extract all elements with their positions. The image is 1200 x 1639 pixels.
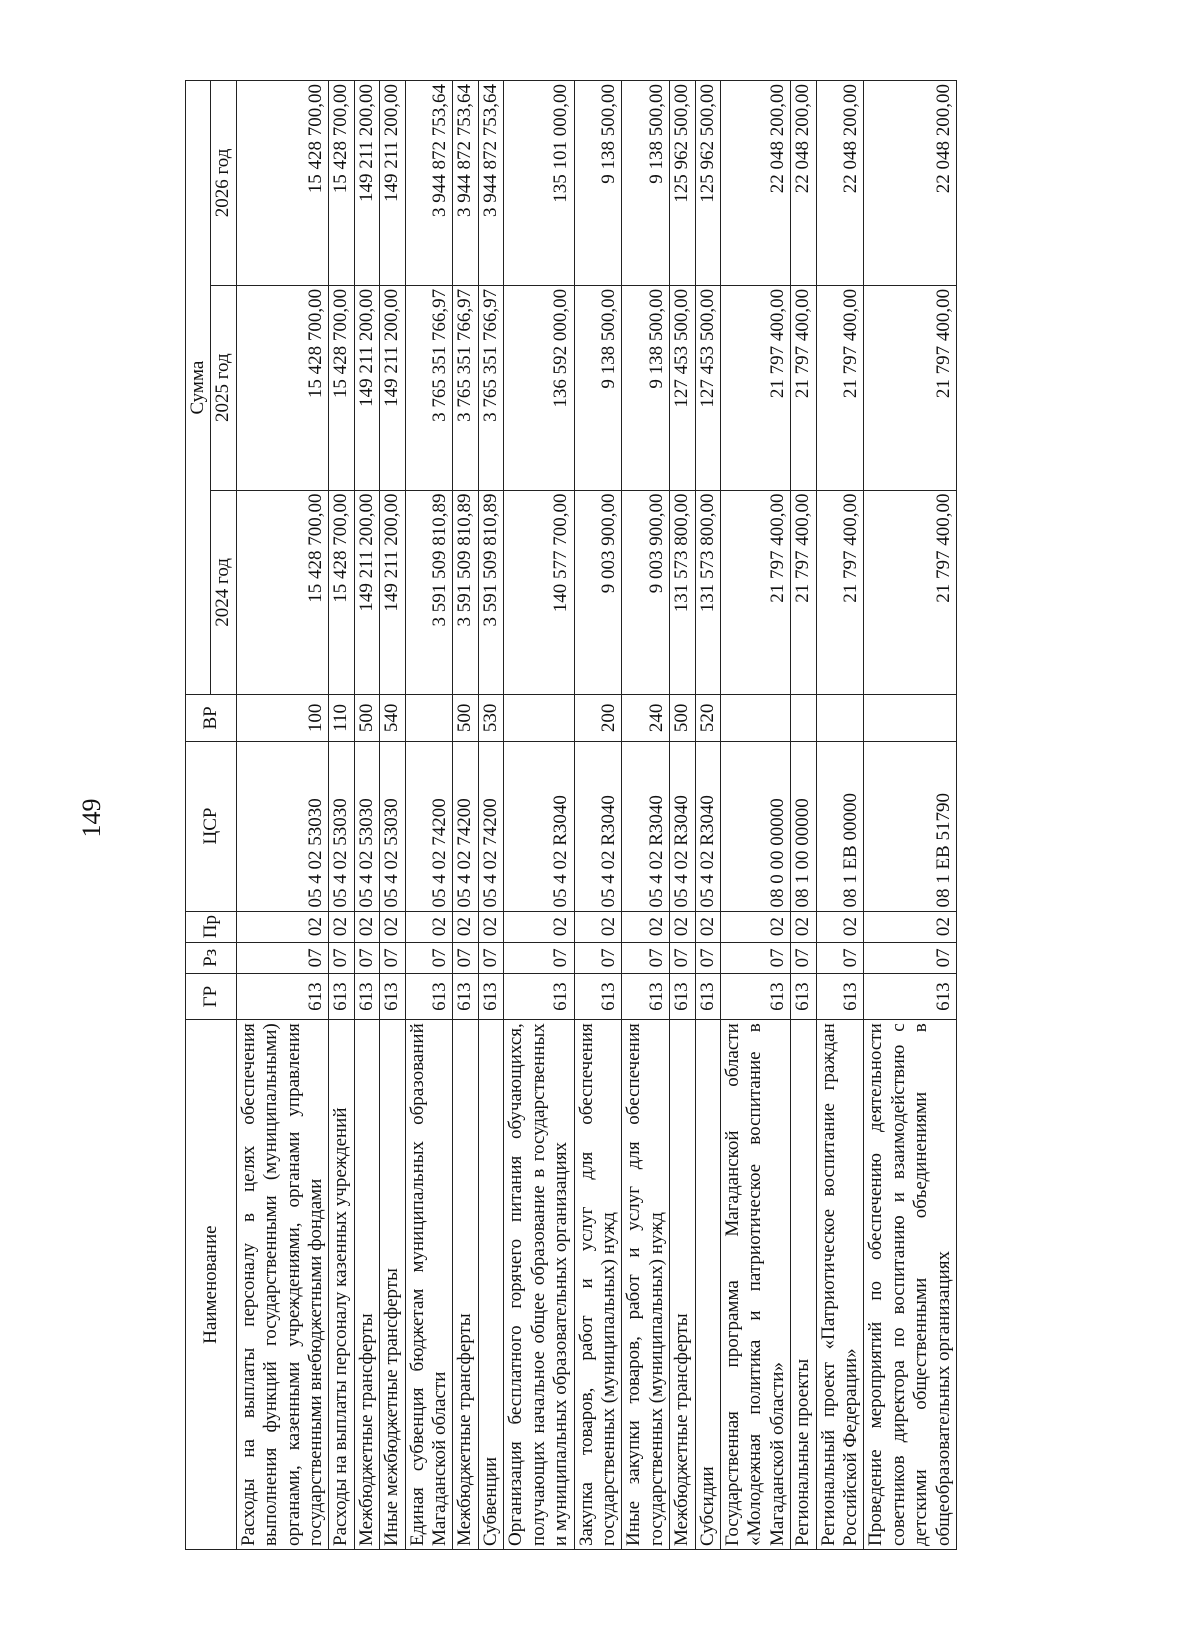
cell-name: Субсидии bbox=[695, 1020, 720, 1550]
cell-pr: 02 bbox=[695, 911, 720, 942]
cell-vr: 500 bbox=[354, 695, 379, 741]
cell-y2026: 3 944 872 753,64 bbox=[453, 81, 478, 286]
cell-vr: 110 bbox=[329, 695, 354, 741]
table-row bbox=[478, 81, 503, 1550]
cell-y2026: 149 211 200,00 bbox=[380, 81, 405, 286]
cell-vr bbox=[864, 695, 957, 741]
cell-y2025: 127 453 500,00 bbox=[670, 285, 695, 490]
table-row bbox=[380, 81, 405, 1550]
cell-csr: 05 4 02 74200 bbox=[405, 741, 453, 911]
cell-pr: 02 bbox=[504, 911, 574, 942]
cell-y2025: 3 765 351 766,97 bbox=[453, 285, 478, 490]
cell-y2024: 21 797 400,00 bbox=[816, 490, 864, 695]
cell-pr: 02 bbox=[380, 911, 405, 942]
budget-table bbox=[185, 80, 957, 1550]
cell-y2026: 15 428 700,00 bbox=[236, 81, 329, 286]
cell-y2024: 149 211 200,00 bbox=[380, 490, 405, 695]
cell-rz: 07 bbox=[405, 942, 453, 973]
cell-pr: 02 bbox=[478, 911, 503, 942]
cell-y2025: 136 592 000,00 bbox=[504, 285, 574, 490]
cell-pr: 02 bbox=[574, 911, 622, 942]
table-row bbox=[816, 81, 864, 1550]
cell-rz: 07 bbox=[670, 942, 695, 973]
header-2024: 2024 год bbox=[211, 490, 236, 695]
cell-y2025: 127 453 500,00 bbox=[695, 285, 720, 490]
cell-vr bbox=[816, 695, 864, 741]
cell-y2026: 3 944 872 753,64 bbox=[405, 81, 453, 286]
cell-name: Проведение мероприятий по обеспечению деятельности советников директора по воспитанию и взаимодействию с детскими общественными объединениями в общеобразовательных организациях bbox=[864, 1020, 957, 1550]
cell-csr: 08 1 00 00000 bbox=[791, 741, 816, 911]
cell-csr: 05 4 02 R3040 bbox=[574, 741, 622, 911]
cell-pr: 02 bbox=[329, 911, 354, 942]
cell-y2026: 9 138 500,00 bbox=[574, 81, 622, 286]
cell-csr: 05 4 02 R3040 bbox=[695, 741, 720, 911]
cell-rz: 07 bbox=[236, 942, 329, 973]
cell-y2026: 15 428 700,00 bbox=[329, 81, 354, 286]
cell-gr: 613 bbox=[380, 973, 405, 1019]
cell-y2024: 140 577 700,00 bbox=[504, 490, 574, 695]
table-body bbox=[236, 81, 956, 1550]
cell-y2025: 15 428 700,00 bbox=[236, 285, 329, 490]
cell-csr: 05 4 02 R3040 bbox=[504, 741, 574, 911]
table-row bbox=[670, 81, 695, 1550]
cell-pr: 02 bbox=[405, 911, 453, 942]
cell-y2024: 9 003 900,00 bbox=[622, 490, 670, 695]
cell-rz: 07 bbox=[622, 942, 670, 973]
cell-vr: 200 bbox=[574, 695, 622, 741]
cell-gr: 613 bbox=[816, 973, 864, 1019]
cell-csr: 05 4 02 53030 bbox=[380, 741, 405, 911]
cell-pr: 02 bbox=[864, 911, 957, 942]
cell-name: Закупка товаров, работ и услуг для обеспечения государственных (муниципальных) нужд bbox=[574, 1020, 622, 1550]
cell-gr: 613 bbox=[720, 973, 790, 1019]
table-row bbox=[504, 81, 574, 1550]
cell-y2025: 21 797 400,00 bbox=[791, 285, 816, 490]
cell-vr bbox=[791, 695, 816, 741]
table-row bbox=[695, 81, 720, 1550]
cell-y2025: 21 797 400,00 bbox=[720, 285, 790, 490]
cell-y2024: 21 797 400,00 bbox=[720, 490, 790, 695]
cell-name: Региональный проект «Патриотическое воспитание граждан Российской Федерации» bbox=[816, 1020, 864, 1550]
cell-gr: 613 bbox=[670, 973, 695, 1019]
cell-csr: 08 1 ЕВ 51790 bbox=[864, 741, 957, 911]
table-row bbox=[354, 81, 379, 1550]
cell-csr: 05 4 02 74200 bbox=[453, 741, 478, 911]
cell-gr: 613 bbox=[405, 973, 453, 1019]
header-2025: 2025 год bbox=[211, 285, 236, 490]
cell-y2025: 149 211 200,00 bbox=[354, 285, 379, 490]
cell-vr bbox=[504, 695, 574, 741]
cell-csr: 05 4 02 74200 bbox=[478, 741, 503, 911]
cell-name: Межбюджетные трансферты bbox=[670, 1020, 695, 1550]
cell-name: Организация бесплатного горячего питания обучающихся, получающих начальное общее образование в государственных и муниципальных образовательных организациях bbox=[504, 1020, 574, 1550]
cell-rz: 07 bbox=[574, 942, 622, 973]
cell-gr: 613 bbox=[504, 973, 574, 1019]
header-row-1 bbox=[186, 81, 211, 1550]
header-pr: Пр bbox=[186, 911, 237, 942]
cell-name: Субвенции bbox=[478, 1020, 503, 1550]
rotated-table-container bbox=[185, 80, 1015, 1550]
table-row bbox=[864, 81, 957, 1550]
cell-name: Государственная программа Магаданской области «Молодежная политика и патриотическое воспитание в Магаданской области» bbox=[720, 1020, 790, 1550]
cell-gr: 613 bbox=[453, 973, 478, 1019]
cell-name: Межбюджетные трансферты bbox=[354, 1020, 379, 1550]
cell-rz: 07 bbox=[695, 942, 720, 973]
cell-pr: 02 bbox=[720, 911, 790, 942]
cell-y2026: 9 138 500,00 bbox=[622, 81, 670, 286]
cell-y2026: 22 048 200,00 bbox=[816, 81, 864, 286]
cell-vr: 540 bbox=[380, 695, 405, 741]
cell-y2025: 3 765 351 766,97 bbox=[478, 285, 503, 490]
cell-y2026: 125 962 500,00 bbox=[670, 81, 695, 286]
cell-y2024: 3 591 509 810,89 bbox=[405, 490, 453, 695]
cell-vr: 100 bbox=[236, 695, 329, 741]
header-gr: ГР bbox=[186, 973, 237, 1019]
cell-y2024: 3 591 509 810,89 bbox=[453, 490, 478, 695]
cell-name: Единая субвенция бюджетам муниципальных образований Магаданской области bbox=[405, 1020, 453, 1550]
cell-gr: 613 bbox=[695, 973, 720, 1019]
cell-csr: 08 0 00 00000 bbox=[720, 741, 790, 911]
cell-csr: 08 1 ЕВ 00000 bbox=[816, 741, 864, 911]
cell-rz: 07 bbox=[504, 942, 574, 973]
cell-name: Иные закупки товаров, работ и услуг для обеспечения государственных (муниципальных) нужд bbox=[622, 1020, 670, 1550]
cell-y2025: 9 138 500,00 bbox=[622, 285, 670, 490]
cell-y2024: 15 428 700,00 bbox=[236, 490, 329, 695]
table-row bbox=[622, 81, 670, 1550]
cell-y2025: 3 765 351 766,97 bbox=[405, 285, 453, 490]
table-row bbox=[236, 81, 329, 1550]
cell-rz: 07 bbox=[380, 942, 405, 973]
cell-gr: 613 bbox=[236, 973, 329, 1019]
cell-pr: 02 bbox=[453, 911, 478, 942]
cell-y2026: 125 962 500,00 bbox=[695, 81, 720, 286]
cell-csr: 05 4 02 53030 bbox=[329, 741, 354, 911]
cell-gr: 613 bbox=[574, 973, 622, 1019]
cell-name: Межбюджетные трансферты bbox=[453, 1020, 478, 1550]
cell-vr bbox=[720, 695, 790, 741]
cell-y2024: 149 211 200,00 bbox=[354, 490, 379, 695]
header-rz: Рз bbox=[186, 942, 237, 973]
cell-name: Региональные проекты bbox=[791, 1020, 816, 1550]
cell-csr: 05 4 02 R3040 bbox=[622, 741, 670, 911]
cell-pr: 02 bbox=[791, 911, 816, 942]
cell-name: Расходы на выплаты персоналу казенных учреждений bbox=[329, 1020, 354, 1550]
header-csr: ЦСР bbox=[186, 741, 237, 911]
cell-gr: 613 bbox=[622, 973, 670, 1019]
cell-pr: 02 bbox=[670, 911, 695, 942]
cell-rz: 07 bbox=[453, 942, 478, 973]
cell-vr bbox=[405, 695, 453, 741]
table-row bbox=[720, 81, 790, 1550]
cell-rz: 07 bbox=[720, 942, 790, 973]
cell-gr: 613 bbox=[329, 973, 354, 1019]
cell-name: Расходы на выплаты персоналу в целях обеспечения выполнения функций государственными (муниципальными) органами, казенными учреждениями, органами управления государственными внебюджетными фондами bbox=[236, 1020, 329, 1550]
cell-vr: 500 bbox=[453, 695, 478, 741]
cell-rz: 07 bbox=[864, 942, 957, 973]
cell-vr: 530 bbox=[478, 695, 503, 741]
cell-gr: 613 bbox=[864, 973, 957, 1019]
cell-pr: 02 bbox=[354, 911, 379, 942]
cell-csr: 05 4 02 53030 bbox=[236, 741, 329, 911]
cell-pr: 02 bbox=[622, 911, 670, 942]
header-name: Наименование bbox=[186, 1020, 237, 1550]
cell-pr: 02 bbox=[816, 911, 864, 942]
cell-y2025: 21 797 400,00 bbox=[864, 285, 957, 490]
cell-y2026: 3 944 872 753,64 bbox=[478, 81, 503, 286]
header-vr: ВР bbox=[186, 695, 237, 741]
cell-y2025: 15 428 700,00 bbox=[329, 285, 354, 490]
cell-y2026: 22 048 200,00 bbox=[864, 81, 957, 286]
cell-y2024: 131 573 800,00 bbox=[670, 490, 695, 695]
cell-pr: 02 bbox=[236, 911, 329, 942]
cell-gr: 613 bbox=[354, 973, 379, 1019]
cell-rz: 07 bbox=[478, 942, 503, 973]
table-row bbox=[791, 81, 816, 1550]
cell-y2024: 21 797 400,00 bbox=[791, 490, 816, 695]
cell-csr: 05 4 02 53030 bbox=[354, 741, 379, 911]
cell-y2025: 149 211 200,00 bbox=[380, 285, 405, 490]
cell-rz: 07 bbox=[354, 942, 379, 973]
cell-y2025: 21 797 400,00 bbox=[816, 285, 864, 490]
cell-gr: 613 bbox=[478, 973, 503, 1019]
cell-y2026: 22 048 200,00 bbox=[720, 81, 790, 286]
cell-y2024: 21 797 400,00 bbox=[864, 490, 957, 695]
cell-gr: 613 bbox=[791, 973, 816, 1019]
cell-y2025: 9 138 500,00 bbox=[574, 285, 622, 490]
cell-vr: 500 bbox=[670, 695, 695, 741]
cell-csr: 05 4 02 R3040 bbox=[670, 741, 695, 911]
page-number: 149 bbox=[77, 798, 106, 838]
cell-rz: 07 bbox=[791, 942, 816, 973]
cell-vr: 520 bbox=[695, 695, 720, 741]
cell-rz: 07 bbox=[329, 942, 354, 973]
cell-vr: 240 bbox=[622, 695, 670, 741]
cell-rz: 07 bbox=[816, 942, 864, 973]
table-row bbox=[574, 81, 622, 1550]
table-row bbox=[329, 81, 354, 1550]
cell-y2026: 135 101 000,00 bbox=[504, 81, 574, 286]
header-sum-group: Сумма bbox=[186, 81, 211, 695]
cell-y2026: 22 048 200,00 bbox=[791, 81, 816, 286]
cell-y2024: 3 591 509 810,89 bbox=[478, 490, 503, 695]
cell-y2024: 15 428 700,00 bbox=[329, 490, 354, 695]
cell-name: Иные межбюджетные трансферты bbox=[380, 1020, 405, 1550]
table-row bbox=[453, 81, 478, 1550]
cell-y2026: 149 211 200,00 bbox=[354, 81, 379, 286]
header-2026: 2026 год bbox=[211, 81, 236, 286]
cell-y2024: 131 573 800,00 bbox=[695, 490, 720, 695]
table-row bbox=[405, 81, 453, 1550]
cell-y2024: 9 003 900,00 bbox=[574, 490, 622, 695]
